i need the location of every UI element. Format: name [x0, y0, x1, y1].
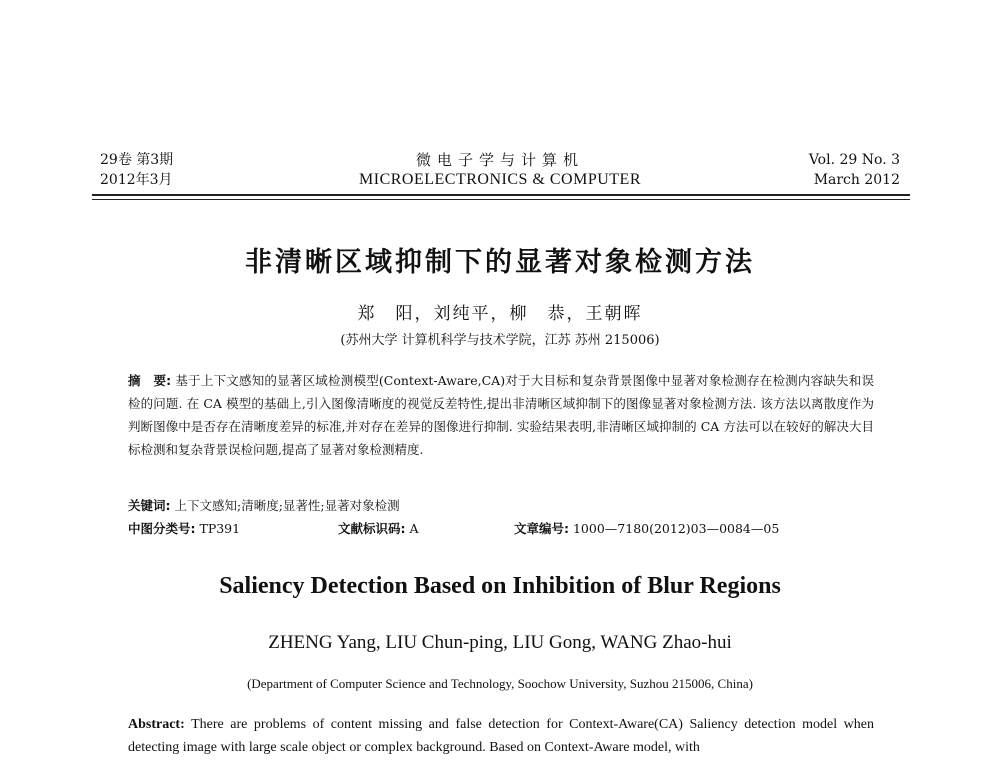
- affiliation-cn: (苏州大学 计算机科学与技术学院，江苏 苏州 215006): [340, 333, 660, 348]
- abstract-en: [128, 713, 874, 759]
- document-code: [338, 519, 419, 537]
- abstract-text-en: There are problems of content missing and false detection for Context-Aware(CA) Saliency detection model when detecting image with large scale object or complex background. Based on Context-Aware model, with: [128, 717, 875, 755]
- header-right: [760, 150, 900, 190]
- keywords-text-cn: 上下文感知;清晰度;显著性;显著对象检测: [174, 498, 400, 513]
- header-volume-cn: 29卷 第3期: [100, 152, 174, 168]
- journal-name-cn: 微电子学与计算机: [415, 151, 584, 169]
- header-rule-thick: [92, 194, 910, 196]
- header-journal: [300, 150, 700, 190]
- paper-title-en: Saliency Detection Based on Inhibition of Blur Regions: [219, 573, 781, 599]
- abstract-label-en: Abstract:: [128, 717, 185, 732]
- authors-en: ZHENG Yang, LIU Chun-ping, LIU Gong, WANG Zhao-hui: [268, 632, 732, 653]
- article-number-value: 1000—7180(2012)03—0084—05: [572, 521, 780, 536]
- clc-number: [128, 519, 240, 537]
- article-number: [514, 519, 779, 537]
- doc-code-label: 文献标识码:: [338, 521, 406, 536]
- doc-code-value: A: [409, 521, 419, 536]
- keywords-cn: [128, 496, 874, 514]
- abstract-label-cn: 摘 要:: [128, 373, 172, 388]
- header-rule-thin: [92, 199, 910, 200]
- abstract-text-cn: 基于上下文感知的显著区域检测模型(Context-Aware,CA)对于大目标和复杂背景图像中显著对象检测存在检测内容缺失和误检的问题. 在 CA 模型的基础上,引入图像清晰度的视觉反差特性,提出非清晰区域抑制下的图像显著对象检测方法. 该方法以离散度作为判断图像中是否存在清晰度差异的标准,并对存在差异的图像进行抑制. 实验结果表明,非清晰区域抑制的 CA 方法可以在较好的解决大目标检测和复杂背景误检问题,提高了显著对象检测精度.: [128, 373, 875, 457]
- authors-cn: 郑 阳，刘纯平，柳 恭，王朝晖: [357, 304, 643, 324]
- keywords-label-cn: 关键词:: [128, 498, 171, 513]
- clc-label: 中图分类号:: [128, 521, 196, 536]
- header-left: [100, 150, 240, 190]
- article-number-label: 文章编号:: [514, 521, 569, 536]
- clc-value: TP391: [199, 521, 241, 536]
- affiliation-en: (Department of Computer Science and Technology, Soochow University, Suzhou 215006, China): [247, 676, 753, 691]
- header-date-en: March 2012: [813, 172, 900, 188]
- journal-name-en: MICROELECTRONICS & COMPUTER: [359, 171, 641, 188]
- header-date-cn: 2012年3月: [100, 172, 173, 188]
- header-volume-en: Vol. 29 No. 3: [808, 152, 900, 168]
- paper-title-cn: 非清晰区域抑制下的显著对象检测方法: [245, 247, 755, 278]
- abstract-cn: [128, 369, 874, 461]
